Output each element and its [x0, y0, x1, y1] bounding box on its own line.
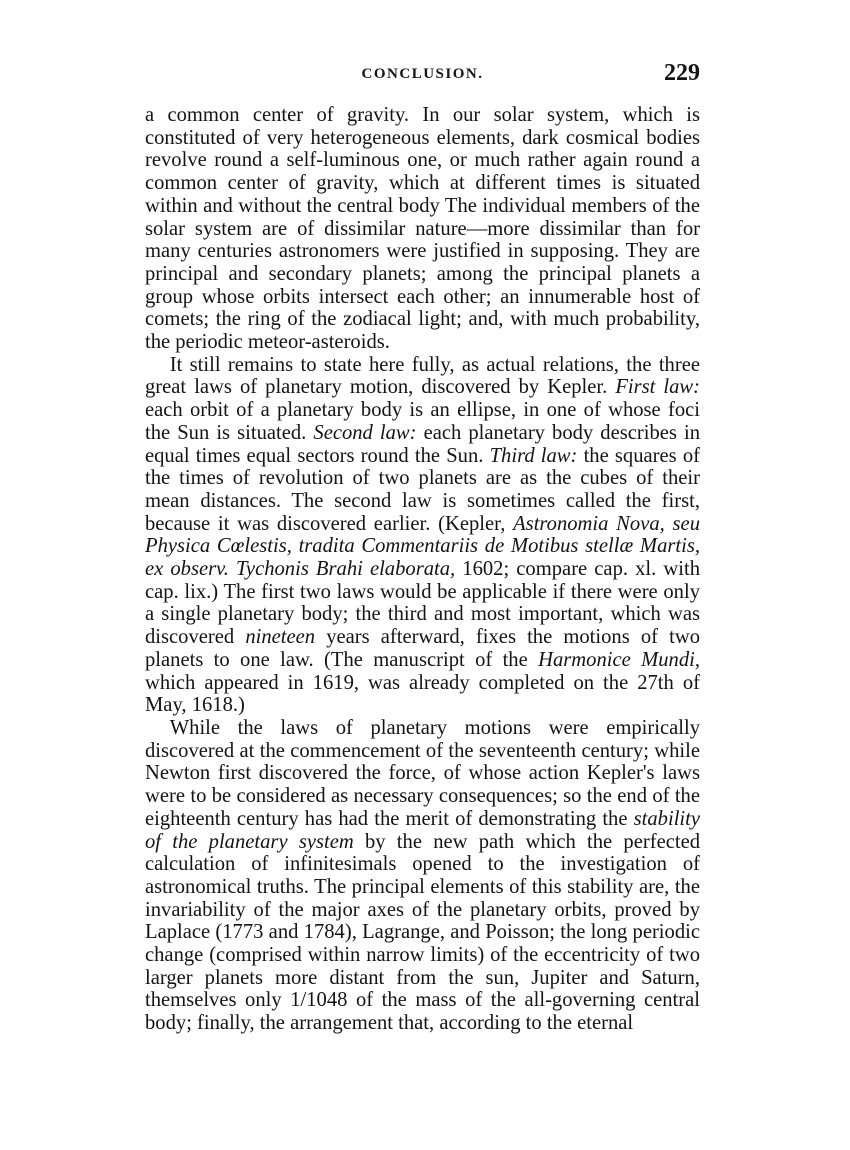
text-run: the squares of the times of revolution of two planets are as the cubes of their mean distances. The second law is sometimes called the first, because it was discovered earlier. (Kepler,	[145, 444, 700, 535]
italic-text: First law:	[615, 376, 701, 399]
italic-text: Astronomia Nova, seu Physica Cœlestis, tradita Commentariis de Motibus stellæ Martis, ex observ. Tychonis Brahi elaborata,	[145, 512, 700, 581]
text-run: 1602; compare cap. xl. with cap. lix.) The first two laws would be applicable if there were only a single planetary body; the third and most important, which was discovered	[145, 558, 700, 649]
italic-text: Harmonice Mundi,	[538, 648, 701, 671]
text-run: each orbit of a planetary body is an ellipse, in one of whose foci the Sun is situated.	[145, 399, 700, 444]
text-run: each planetary body describes in equal times equal sectors round the Sun.	[145, 421, 700, 467]
italic-text: nineteen	[245, 626, 316, 649]
paragraph	[145, 717, 700, 1035]
italic-text: Third law:	[489, 444, 578, 467]
running-title: CONCLUSION.	[361, 66, 484, 82]
text-run: which appeared in 1619, was already completed on the 27th of May, 1618.)	[145, 671, 700, 717]
text-run: It still remains to state here fully, as actual relations, the three great laws of planetary motion, discovered by Kepler.	[145, 353, 700, 399]
italic-text: Second law:	[313, 421, 417, 444]
text-run: years afterward, fixes the motions of two planets to one law. (The manuscript of the	[145, 626, 700, 671]
italic-text: stability of the planetary system	[145, 807, 700, 853]
text-run: by the new path which the perfected calculation of infinitesimals opened to the investigation of astronomical truths. The principal elements of this stability are, the invariability of the major axes of the planetary orbits, proved by Laplace (1773 and 1784), Lagrange, and Poisson; the long periodic change (comprised within narrow limits) of the eccentricity of two larger planets more distant from the sun, Jupiter and Saturn, themselves only 1/1048 of the mass of the all-governing central body; finally, the arrangement that, according to the eternal	[145, 830, 701, 1035]
page-header	[145, 60, 700, 90]
paragraph	[145, 354, 700, 717]
body-text	[145, 104, 700, 1035]
page-number: 229	[664, 60, 700, 86]
text-run: a common center of gravity. In our solar system, which is constituted of very heterogeneous elements, dark cosmical bodies revolve round a self-luminous one, or much rather again round a common center of gravity, which at different times is situated within and without the central body The individual members of the solar system are of dissimilar nature—more dissimilar than for many centuries astronomers were justified in supposing. They are principal and secondary planets; among the principal planets a group whose orbits intersect each other; an innumerable host of comets; the ring of the zodiacal light; and, with much probability, the periodic meteor-asteroids.	[145, 104, 700, 354]
paragraph	[145, 104, 700, 354]
text-run: While the laws of planetary motions were empirically discovered at the commencement of the seventeenth century; while Newton first discovered the force, of whose action Kepler's laws were to be considered as necessary consequences; so the end of the eighteenth century has had the merit of demonstrating the	[145, 716, 700, 830]
